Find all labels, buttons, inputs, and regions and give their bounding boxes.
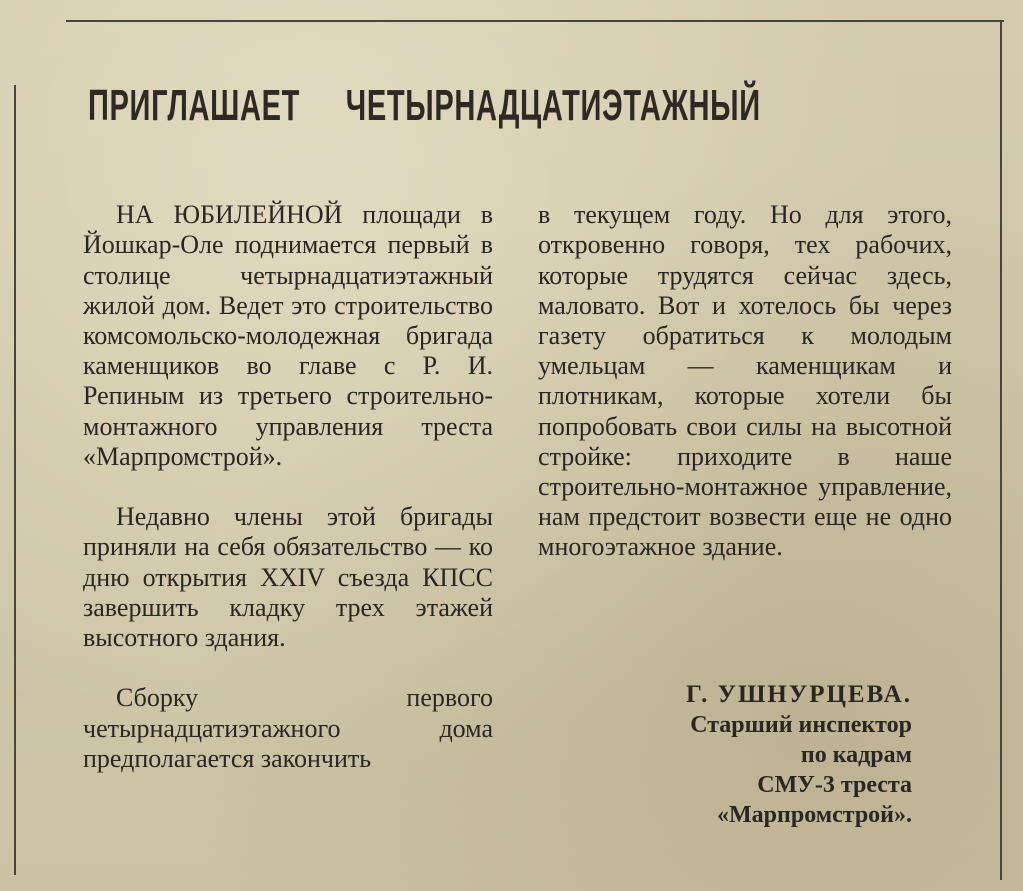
left-column bbox=[83, 170, 493, 804]
top-border-rule bbox=[66, 20, 1004, 22]
author-title-line-3: СМУ-3 треста bbox=[757, 772, 912, 798]
left-paragraph-2: Недавно члены этой бригады приняли на себя обязательство — ко дню открытия XXIV съезда КПСС завершить кладку трех этажей высотного здания. bbox=[83, 502, 493, 653]
left-paragraph-1: НА ЮБИЛЕЙНОЙ площади в Йошкар-Оле поднимается первый в столице четырнадцатиэтажный жилой дом. Ведет это строительство комсомольско-молодежная бригада каменщиков во главе с Р. И. Репиным из третьего строительно-монтажного управления треста «Марпромстрой». bbox=[83, 200, 493, 471]
author-signature bbox=[540, 680, 912, 830]
author-name: Г. УШНУРЦЕВА. bbox=[686, 681, 912, 708]
article-headline: ПРИГЛАШАЕТ ЧЕТЫРНАДЦАТИЭТАЖНЫЙ bbox=[88, 81, 761, 130]
right-paragraph-1: в текущем году. Но для этого, откровенно говоря, тех рабочих, которые трудятся сейчас здесь, маловато. Вот и хотелось бы через газету обратиться к молодым умельцам — каменщикам и плотникам, которые хотели бы попробовать свои силы на высотной стройке: приходите в наше строительно-монтажное управление, нам предстоит возвести еще не одно многоэтажное здание. bbox=[538, 200, 952, 562]
author-title-line-2: по кадрам bbox=[800, 742, 912, 768]
right-border-rule bbox=[1000, 20, 1002, 880]
right-column bbox=[538, 170, 952, 593]
left-border-rule bbox=[14, 85, 16, 875]
author-title-line-4: «Марпромстрой». bbox=[717, 802, 912, 828]
author-title-line-1: Старший инспектор bbox=[690, 712, 912, 738]
left-paragraph-3: Сборку первого четырнадцатиэтажного дома предполагается закончить bbox=[83, 683, 493, 773]
